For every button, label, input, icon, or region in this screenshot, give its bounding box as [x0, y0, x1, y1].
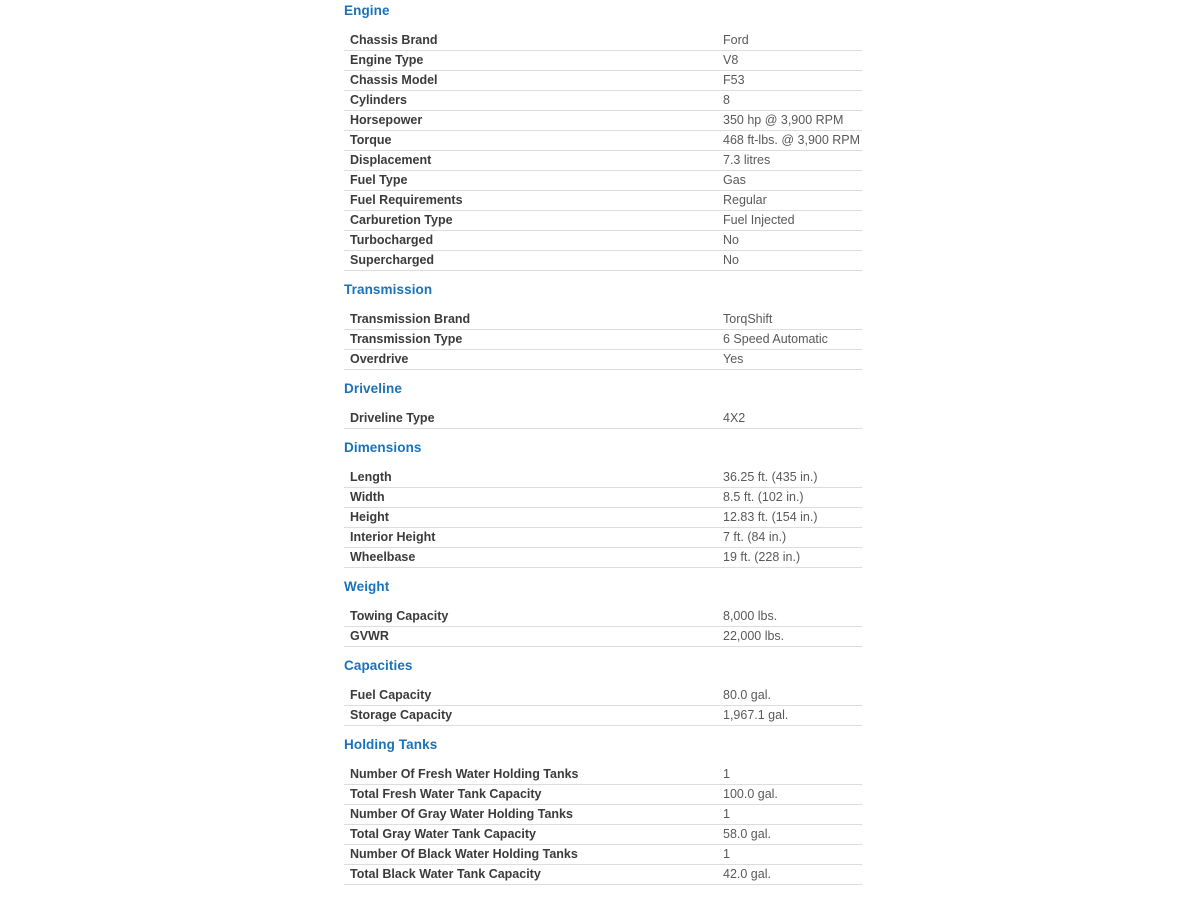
- spec-value: Regular: [723, 193, 767, 207]
- section-title: Capacities: [344, 658, 413, 673]
- spec-value: 12.83 ft. (154 in.): [723, 510, 818, 524]
- spec-row: [344, 151, 862, 171]
- spec-value: 42.0 gal.: [723, 867, 771, 881]
- spec-value: 7 ft. (84 in.): [723, 530, 787, 544]
- spec-value: 8,000 lbs.: [723, 609, 778, 623]
- spec-value: No: [723, 233, 739, 247]
- spec-label: GVWR: [350, 629, 389, 643]
- spec-label: Total Gray Water Tank Capacity: [350, 827, 536, 841]
- spec-table: [344, 31, 862, 271]
- spec-label: Carburetion Type: [350, 213, 453, 227]
- spec-label: Chassis Brand: [350, 33, 438, 47]
- section: [344, 441, 862, 568]
- spec-row: [344, 31, 862, 51]
- spec-label: Number Of Gray Water Holding Tanks: [350, 807, 573, 821]
- spec-value: 1: [723, 767, 730, 781]
- spec-table: [344, 686, 862, 726]
- spec-value: No: [723, 253, 739, 267]
- spec-row: [344, 330, 862, 350]
- spec-row: [344, 528, 862, 548]
- spec-row: [344, 508, 862, 528]
- spec-label: Horsepower: [350, 113, 423, 127]
- spec-value: 80.0 gal.: [723, 688, 771, 702]
- spec-label: Number Of Fresh Water Holding Tanks: [350, 767, 579, 781]
- spec-label: Supercharged: [350, 253, 435, 267]
- spec-row: [344, 548, 862, 568]
- spec-label: Fuel Requirements: [350, 193, 463, 207]
- spec-table: [344, 468, 862, 568]
- spec-row: [344, 607, 862, 627]
- spec-value: Fuel Injected: [723, 213, 795, 227]
- spec-label: Number Of Black Water Holding Tanks: [350, 847, 578, 861]
- spec-table: [344, 607, 862, 647]
- spec-label: Driveline Type: [350, 411, 435, 425]
- spec-row: [344, 765, 862, 785]
- section-title: Holding Tanks: [344, 737, 438, 752]
- spec-row: [344, 468, 862, 488]
- spec-label: Overdrive: [350, 352, 409, 366]
- spec-value: Gas: [723, 173, 746, 187]
- spec-label: Displacement: [350, 153, 432, 167]
- spec-table: [344, 409, 862, 429]
- spec-value: 1: [723, 807, 730, 821]
- section-title: Weight: [344, 579, 390, 594]
- section-title: Driveline: [344, 381, 402, 396]
- section-title: Transmission: [344, 282, 433, 297]
- spec-value: 6 Speed Automatic: [723, 332, 828, 346]
- spec-sheet: [344, 0, 862, 885]
- spec-row: [344, 825, 862, 845]
- spec-row: [344, 51, 862, 71]
- spec-label: Transmission Type: [350, 332, 463, 346]
- spec-label: Chassis Model: [350, 73, 438, 87]
- spec-value: 1,967.1 gal.: [723, 708, 789, 722]
- spec-value: 350 hp @ 3,900 RPM: [723, 113, 844, 127]
- spec-label: Fuel Type: [350, 173, 408, 187]
- spec-label: Total Black Water Tank Capacity: [350, 867, 541, 881]
- section: [344, 4, 862, 271]
- spec-row: [344, 805, 862, 825]
- spec-row: [344, 191, 862, 211]
- spec-label: Turbocharged: [350, 233, 434, 247]
- section-title: Dimensions: [344, 440, 422, 455]
- spec-label: Transmission Brand: [350, 312, 471, 326]
- section: [344, 659, 862, 726]
- spec-label: Interior Height: [350, 530, 436, 544]
- spec-value: TorqShift: [723, 312, 773, 326]
- section-title: Engine: [344, 3, 390, 18]
- spec-row: [344, 706, 862, 726]
- spec-row: [344, 111, 862, 131]
- spec-table: [344, 310, 862, 370]
- spec-value: 19 ft. (228 in.): [723, 550, 801, 564]
- spec-row: [344, 627, 862, 647]
- spec-value: 58.0 gal.: [723, 827, 771, 841]
- spec-label: Wheelbase: [350, 550, 416, 564]
- section: [344, 580, 862, 647]
- spec-row: [344, 251, 862, 271]
- spec-value: 8.5 ft. (102 in.): [723, 490, 804, 504]
- spec-value: Ford: [723, 33, 749, 47]
- spec-row: [344, 91, 862, 111]
- spec-value: 7.3 litres: [723, 153, 771, 167]
- spec-value: 36.25 ft. (435 in.): [723, 470, 818, 484]
- spec-label: Height: [350, 510, 389, 524]
- spec-value: 22,000 lbs.: [723, 629, 785, 643]
- spec-label: Width: [350, 490, 385, 504]
- spec-label: Engine Type: [350, 53, 424, 67]
- spec-value: 4X2: [723, 411, 746, 425]
- spec-row: [344, 231, 862, 251]
- spec-label: Torque: [350, 133, 392, 147]
- spec-table: [344, 765, 862, 885]
- spec-row: [344, 131, 862, 151]
- section: [344, 382, 862, 429]
- spec-row: [344, 211, 862, 231]
- spec-value: Yes: [723, 352, 744, 366]
- spec-row: [344, 409, 862, 429]
- spec-value: V8: [723, 53, 739, 67]
- spec-label: Storage Capacity: [350, 708, 453, 722]
- spec-row: [344, 488, 862, 508]
- spec-label: Total Fresh Water Tank Capacity: [350, 787, 542, 801]
- spec-value: F53: [723, 73, 745, 87]
- spec-row: [344, 845, 862, 865]
- spec-row: [344, 350, 862, 370]
- spec-row: [344, 686, 862, 706]
- spec-row: [344, 785, 862, 805]
- spec-label: Length: [350, 470, 392, 484]
- spec-row: [344, 865, 862, 885]
- spec-label: Cylinders: [350, 93, 407, 107]
- spec-value: 468 ft-lbs. @ 3,900 RPM: [723, 133, 861, 147]
- spec-value: 8: [723, 93, 730, 107]
- section: [344, 738, 862, 885]
- section: [344, 283, 862, 370]
- spec-label: Towing Capacity: [350, 609, 449, 623]
- spec-value: 1: [723, 847, 730, 861]
- spec-label: Fuel Capacity: [350, 688, 432, 702]
- spec-row: [344, 71, 862, 91]
- spec-row: [344, 171, 862, 191]
- spec-row: [344, 310, 862, 330]
- spec-value: 100.0 gal.: [723, 787, 778, 801]
